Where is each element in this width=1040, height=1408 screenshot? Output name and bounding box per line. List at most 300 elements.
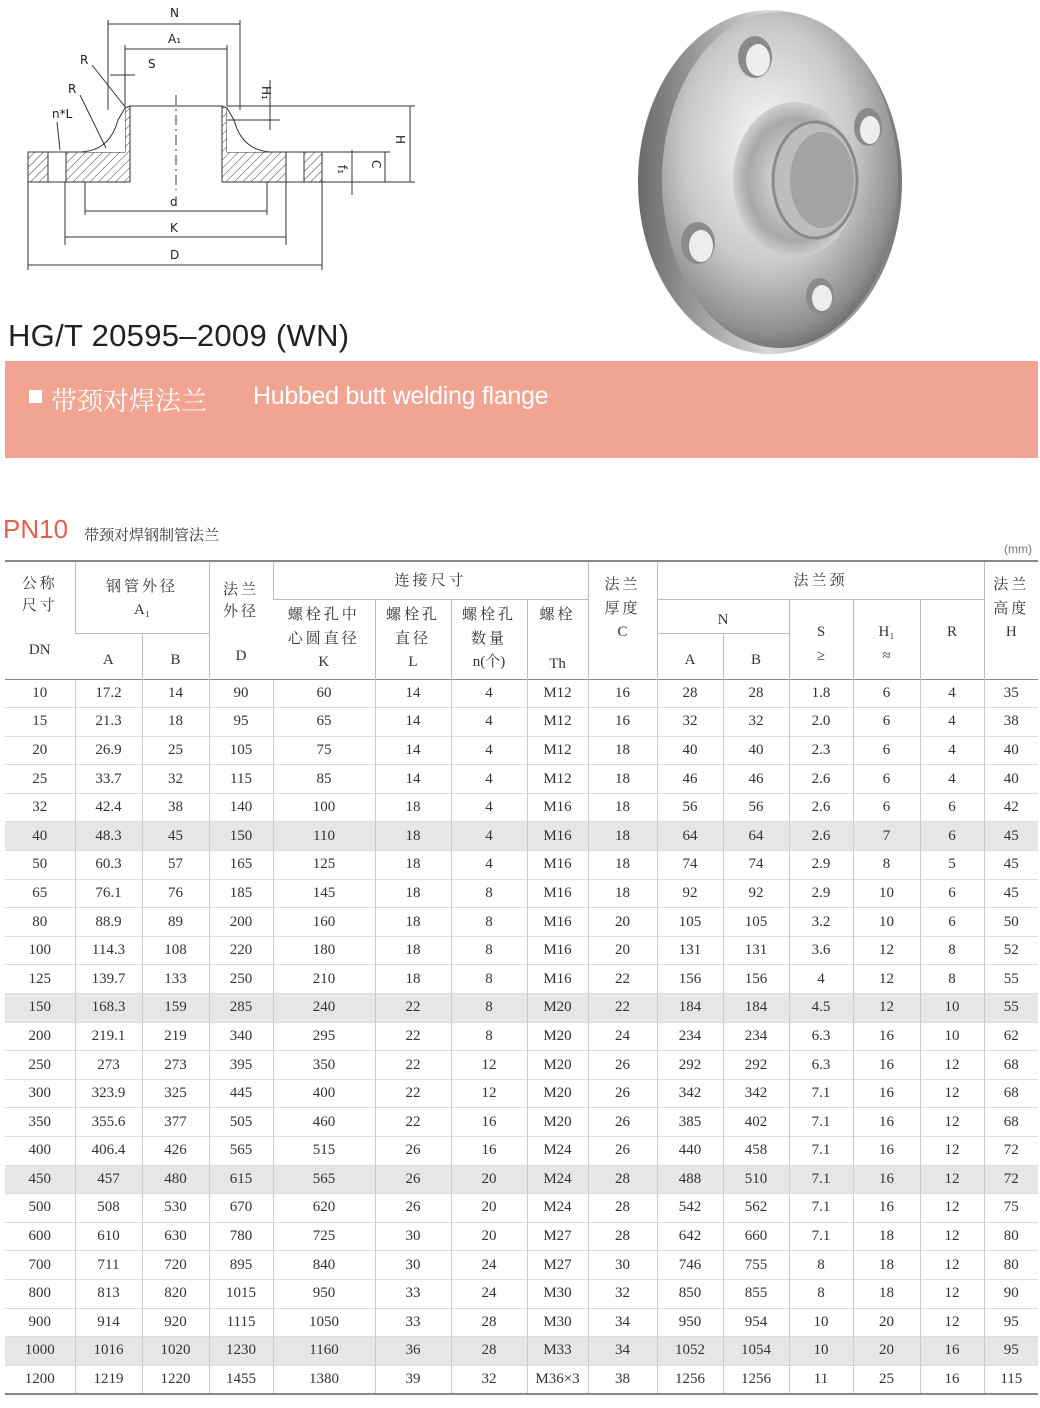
table-cell: 16 [920, 1337, 984, 1366]
table-cell: 115 [984, 1365, 1038, 1394]
table-row [5, 708, 1038, 737]
header-a: A [75, 633, 142, 679]
table-cell: 105 [209, 736, 273, 765]
table-cell: 234 [657, 1022, 723, 1051]
table-row [5, 1308, 1038, 1337]
table-cell: 56 [723, 793, 789, 822]
header-neck: 法兰颈 [657, 561, 984, 599]
table-cell: 250 [5, 1051, 75, 1080]
label-K: K [170, 221, 178, 235]
table-cell: 46 [657, 765, 723, 794]
table-cell: 6 [853, 736, 920, 765]
table-row [5, 1279, 1038, 1308]
header-n-dim: N [657, 599, 789, 633]
table-cell: 2.0 [789, 708, 853, 737]
table-cell: M12 [527, 765, 588, 794]
table-cell: 24 [451, 1279, 527, 1308]
table-cell: 133 [142, 965, 209, 994]
table-cell: 114.3 [75, 936, 142, 965]
table-cell: 55 [984, 965, 1038, 994]
table-cell: 18 [853, 1279, 920, 1308]
table-cell: 12 [920, 1108, 984, 1137]
table-cell: 125 [273, 851, 375, 880]
table-cell: 89 [142, 908, 209, 937]
table-cell: 25 [5, 765, 75, 794]
table-cell: 950 [657, 1308, 723, 1337]
table-cell: 4 [920, 765, 984, 794]
table-cell: 445 [209, 1079, 273, 1108]
table-cell: 25 [853, 1365, 920, 1394]
label-H1: H₁ [259, 86, 273, 100]
table-cell: 7.1 [789, 1165, 853, 1194]
table-cell: 1219 [75, 1365, 142, 1394]
table-cell: 18 [588, 736, 657, 765]
table-cell: 3.2 [789, 908, 853, 937]
table-cell: 8 [451, 879, 527, 908]
header-s: S ≥ [789, 599, 853, 679]
table-cell: 900 [5, 1308, 75, 1337]
table-cell: 1455 [209, 1365, 273, 1394]
square-bullet-icon [29, 390, 42, 403]
table-cell: M36×3 [527, 1365, 588, 1394]
table-cell: 38 [588, 1365, 657, 1394]
table-cell: 131 [657, 936, 723, 965]
table-cell: 80 [5, 908, 75, 937]
table-cell: 20 [451, 1222, 527, 1251]
table-cell: 16 [853, 1165, 920, 1194]
table-cell: 57 [142, 851, 209, 880]
table-cell: 55 [984, 994, 1038, 1023]
table-cell: 26 [588, 1137, 657, 1166]
header-n: 螺栓孔 数量 n(个) [451, 599, 527, 679]
table-cell: 12 [853, 965, 920, 994]
table-cell: 90 [209, 679, 273, 708]
table-cell: 20 [853, 1337, 920, 1366]
table-cell: 18 [588, 851, 657, 880]
header-r: R [920, 599, 984, 679]
table-cell: 8 [853, 851, 920, 880]
table-cell: 642 [657, 1222, 723, 1251]
table-row [5, 936, 1038, 965]
table-cell: 160 [273, 908, 375, 937]
table-cell: 16 [853, 1194, 920, 1223]
label-S: S [148, 57, 156, 71]
table-cell: 12 [920, 1222, 984, 1251]
table-cell: 105 [657, 908, 723, 937]
table-cell: 26 [588, 1108, 657, 1137]
table-cell: 426 [142, 1137, 209, 1166]
table-cell: 74 [723, 851, 789, 880]
pressure-class: PN10 [3, 514, 69, 544]
table-cell: 22 [375, 1051, 451, 1080]
table-cell: 2.6 [789, 793, 853, 822]
table-cell: 323.9 [75, 1079, 142, 1108]
table-cell: 105 [723, 908, 789, 937]
table-cell: 914 [75, 1308, 142, 1337]
table-cell: 210 [273, 965, 375, 994]
table-cell: 8 [789, 1251, 853, 1280]
table-cell: 711 [75, 1251, 142, 1280]
table-cell: 1020 [142, 1337, 209, 1366]
table-cell: 542 [657, 1194, 723, 1223]
table-cell: M27 [527, 1251, 588, 1280]
table-row [5, 1108, 1038, 1137]
table-cell: 292 [723, 1051, 789, 1080]
table-cell: 4 [920, 679, 984, 708]
table-cell: 240 [273, 994, 375, 1023]
table-cell: 28 [723, 679, 789, 708]
table-cell: 273 [142, 1051, 209, 1080]
table-cell: 48.3 [75, 822, 142, 851]
table-cell: 28 [588, 1165, 657, 1194]
table-cell: 40 [657, 736, 723, 765]
table-cell: 720 [142, 1251, 209, 1280]
table-cell: 1256 [657, 1365, 723, 1394]
table-cell: M16 [527, 879, 588, 908]
table-cell: 12 [920, 1079, 984, 1108]
table-cell: 400 [273, 1079, 375, 1108]
table-cell: 755 [723, 1251, 789, 1280]
table-cell: 20 [451, 1194, 527, 1223]
table-cell: 14 [375, 708, 451, 737]
table-cell: 34 [588, 1337, 657, 1366]
table-cell: 20 [853, 1308, 920, 1337]
table-cell: 32 [657, 708, 723, 737]
table-cell: 325 [142, 1079, 209, 1108]
table-cell: 28 [657, 679, 723, 708]
table-cell: 22 [375, 1079, 451, 1108]
table-cell: 10 [853, 908, 920, 937]
table-cell: 6.3 [789, 1022, 853, 1051]
unit-label: (mm) [1004, 542, 1032, 556]
table-cell: 1160 [273, 1337, 375, 1366]
table-cell: 26 [588, 1051, 657, 1080]
table-cell: 32 [723, 708, 789, 737]
section-subtitle: 带颈对焊钢制管法兰 [84, 526, 220, 544]
table-cell: 16 [588, 679, 657, 708]
table-cell: 38 [142, 793, 209, 822]
table-cell: 180 [273, 936, 375, 965]
table-cell: 850 [657, 1279, 723, 1308]
table-cell: 6 [853, 765, 920, 794]
table-cell: 10 [5, 679, 75, 708]
table-cell: 22 [588, 994, 657, 1023]
table-cell: 20 [5, 736, 75, 765]
table-cell: 45 [984, 879, 1038, 908]
table-cell: 725 [273, 1222, 375, 1251]
table-cell: 28 [451, 1337, 527, 1366]
table-cell: 80 [984, 1251, 1038, 1280]
table-cell: 32 [142, 765, 209, 794]
table-cell: 24 [588, 1022, 657, 1051]
table-cell: 505 [209, 1108, 273, 1137]
table-cell: 40 [5, 822, 75, 851]
table-cell: 565 [209, 1137, 273, 1166]
table-cell: 342 [657, 1079, 723, 1108]
table-cell: 4 [451, 708, 527, 737]
table-cell: 18 [588, 879, 657, 908]
table-cell: 40 [984, 765, 1038, 794]
table-row [5, 1165, 1038, 1194]
table-cell: 11 [789, 1365, 853, 1394]
table-cell: 16 [451, 1108, 527, 1137]
table-cell: 75 [984, 1194, 1038, 1223]
table-cell: 38 [984, 708, 1038, 737]
table-cell: 185 [209, 879, 273, 908]
table-cell: 72 [984, 1165, 1038, 1194]
table-cell: 2.3 [789, 736, 853, 765]
table-cell: 64 [723, 822, 789, 851]
table-cell: 28 [588, 1194, 657, 1223]
table-cell: 16 [853, 1137, 920, 1166]
table-cell: 33 [375, 1308, 451, 1337]
header-th: 螺栓 Th [527, 599, 588, 679]
table-cell: 76.1 [75, 879, 142, 908]
table-cell: 300 [5, 1079, 75, 1108]
table-cell: 12 [451, 1051, 527, 1080]
table-cell: 131 [723, 936, 789, 965]
table-cell: 62 [984, 1022, 1038, 1051]
table-cell: 18 [853, 1222, 920, 1251]
label-nL: n*L [52, 107, 73, 121]
table-cell: 45 [984, 851, 1038, 880]
table-cell: 12 [920, 1051, 984, 1080]
dimension-table [5, 560, 1038, 1395]
table-cell: 1230 [209, 1337, 273, 1366]
table-cell: 18 [588, 793, 657, 822]
table-cell: 108 [142, 936, 209, 965]
table-cell: 39 [375, 1365, 451, 1394]
label-R-top: R [80, 53, 89, 67]
table-cell: 219 [142, 1022, 209, 1051]
table-cell: 46 [723, 765, 789, 794]
table-cell: 6 [853, 708, 920, 737]
table-cell: 20 [451, 1165, 527, 1194]
table-row [5, 1251, 1038, 1280]
table-cell: 450 [5, 1165, 75, 1194]
table-cell: 32 [5, 793, 75, 822]
table-cell: 7.1 [789, 1137, 853, 1166]
table-cell: 402 [723, 1108, 789, 1137]
table-cell: 4 [451, 793, 527, 822]
table-cell: 295 [273, 1022, 375, 1051]
table-cell: 12 [920, 1279, 984, 1308]
label-D: D [170, 248, 180, 262]
table-cell: 1380 [273, 1365, 375, 1394]
table-cell: 780 [209, 1222, 273, 1251]
banner-title-cn: 带颈对焊法兰 [51, 387, 208, 417]
table-cell: 16 [451, 1137, 527, 1166]
table-cell: 562 [723, 1194, 789, 1223]
table-cell: 18 [375, 908, 451, 937]
table-cell: 8 [920, 936, 984, 965]
table-cell: 406.4 [75, 1137, 142, 1166]
table-cell: 24 [451, 1251, 527, 1280]
table-cell: 18 [142, 708, 209, 737]
table-row [5, 765, 1038, 794]
table-cell: 18 [588, 822, 657, 851]
table-cell: 90 [984, 1279, 1038, 1308]
header-k: 螺栓孔中 心圆直径 K [287, 604, 360, 670]
table-cell: 220 [209, 936, 273, 965]
table-cell: 12 [853, 994, 920, 1023]
table-cell: 50 [5, 851, 75, 880]
table-cell: 600 [5, 1222, 75, 1251]
header-l: 螺栓孔 直径 L [375, 599, 451, 679]
table-cell: 12 [920, 1308, 984, 1337]
header-thickness: 法兰 厚度 C [588, 561, 657, 679]
header-h1: H₁ ≈ [853, 599, 920, 679]
table-cell: 60.3 [75, 851, 142, 880]
table-cell: 457 [75, 1165, 142, 1194]
flange-product-photo [600, 0, 920, 360]
table-cell: 60 [273, 679, 375, 708]
table-cell: 510 [723, 1165, 789, 1194]
table-cell: 165 [209, 851, 273, 880]
table-cell: 17.2 [75, 679, 142, 708]
table-cell: 488 [657, 1165, 723, 1194]
table-cell: 80 [984, 1222, 1038, 1251]
table-cell: 15 [5, 708, 75, 737]
table-cell: 18 [588, 765, 657, 794]
table-cell: 460 [273, 1108, 375, 1137]
table-cell: 95 [209, 708, 273, 737]
table-cell: 7 [853, 822, 920, 851]
label-C: C [369, 160, 383, 169]
table-cell: 88.9 [75, 908, 142, 937]
table-cell: M12 [527, 736, 588, 765]
table-cell: M33 [527, 1337, 588, 1366]
table-cell: M20 [527, 994, 588, 1023]
table-row [5, 1079, 1038, 1108]
table-cell: 156 [657, 965, 723, 994]
table-cell: 1000 [5, 1337, 75, 1366]
table-cell: 18 [375, 936, 451, 965]
table-cell: 610 [75, 1222, 142, 1251]
table-cell: 14 [375, 679, 451, 708]
table-cell: 895 [209, 1251, 273, 1280]
table-cell: 33.7 [75, 765, 142, 794]
table-cell: 20 [588, 908, 657, 937]
table-cell: 45 [142, 822, 209, 851]
table-cell: 18 [375, 965, 451, 994]
table-row [5, 1022, 1038, 1051]
table-cell: 115 [209, 765, 273, 794]
table-cell: 1.8 [789, 679, 853, 708]
table-cell: 168.3 [75, 994, 142, 1023]
table-cell: 6.3 [789, 1051, 853, 1080]
table-cell: 65 [273, 708, 375, 737]
table-cell: 26 [375, 1137, 451, 1166]
header-dn: 公称 尺寸 DN [5, 561, 75, 679]
table-cell: M20 [527, 1051, 588, 1080]
table-cell: 2.6 [789, 765, 853, 794]
table-row [5, 994, 1038, 1023]
table-cell: 159 [142, 994, 209, 1023]
table-cell: M16 [527, 851, 588, 880]
table-cell: 1256 [723, 1365, 789, 1394]
table-cell: 16 [853, 1108, 920, 1137]
table-cell: 33 [375, 1279, 451, 1308]
table-cell: 50 [984, 908, 1038, 937]
table-cell: 615 [209, 1165, 273, 1194]
table-cell: 68 [984, 1079, 1038, 1108]
table-cell: 14 [375, 736, 451, 765]
table-cell: 8 [789, 1279, 853, 1308]
table-cell: 660 [723, 1222, 789, 1251]
table-cell: 32 [588, 1279, 657, 1308]
table-cell: 377 [142, 1108, 209, 1137]
table-cell: 25 [142, 736, 209, 765]
table-cell: 14 [375, 765, 451, 794]
table-cell: M24 [527, 1194, 588, 1223]
table-cell: M12 [527, 679, 588, 708]
table-cell: 954 [723, 1308, 789, 1337]
table-row [5, 1337, 1038, 1366]
table-cell: 4 [451, 822, 527, 851]
table-cell: 14 [142, 679, 209, 708]
table-cell: 4 [789, 965, 853, 994]
table-cell: 92 [657, 879, 723, 908]
table-cell: 700 [5, 1251, 75, 1280]
table-cell: M12 [527, 708, 588, 737]
table-cell: 28 [588, 1222, 657, 1251]
table-row [5, 879, 1038, 908]
table-cell: M16 [527, 793, 588, 822]
table-cell: M16 [527, 822, 588, 851]
table-cell: 670 [209, 1194, 273, 1223]
table-row [5, 736, 1038, 765]
table-cell: 92 [723, 879, 789, 908]
table-cell: 292 [657, 1051, 723, 1080]
table-cell: 140 [209, 793, 273, 822]
table-cell: 7.1 [789, 1079, 853, 1108]
table-cell: 184 [723, 994, 789, 1023]
table-cell: 10 [920, 1022, 984, 1051]
table-cell: 820 [142, 1279, 209, 1308]
table-cell: 16 [588, 708, 657, 737]
table-cell: 184 [657, 994, 723, 1023]
table-cell: 30 [375, 1222, 451, 1251]
table-cell: 30 [588, 1251, 657, 1280]
table-cell: 7.1 [789, 1108, 853, 1137]
table-cell: 4 [920, 736, 984, 765]
table-cell: M20 [527, 1079, 588, 1108]
table-cell: M24 [527, 1137, 588, 1166]
table-cell: 1115 [209, 1308, 273, 1337]
table-cell: 125 [5, 965, 75, 994]
table-cell: 22 [375, 994, 451, 1023]
table-cell: 458 [723, 1137, 789, 1166]
table-cell: 4 [451, 679, 527, 708]
table-cell: 10 [853, 879, 920, 908]
table-cell: 10 [789, 1308, 853, 1337]
table-cell: 285 [209, 994, 273, 1023]
table-cell: 12 [853, 936, 920, 965]
table-cell: 565 [273, 1165, 375, 1194]
table-cell: 10 [789, 1337, 853, 1366]
table-cell: 5 [920, 851, 984, 880]
table-cell: 42.4 [75, 793, 142, 822]
table-cell: 480 [142, 1165, 209, 1194]
table-cell: 145 [273, 879, 375, 908]
table-cell: 26 [588, 1079, 657, 1108]
table-cell: 2.6 [789, 822, 853, 851]
category-banner [5, 361, 1038, 458]
header-neck-b: B [723, 633, 789, 679]
table-cell: 340 [209, 1022, 273, 1051]
table-cell: 855 [723, 1279, 789, 1308]
